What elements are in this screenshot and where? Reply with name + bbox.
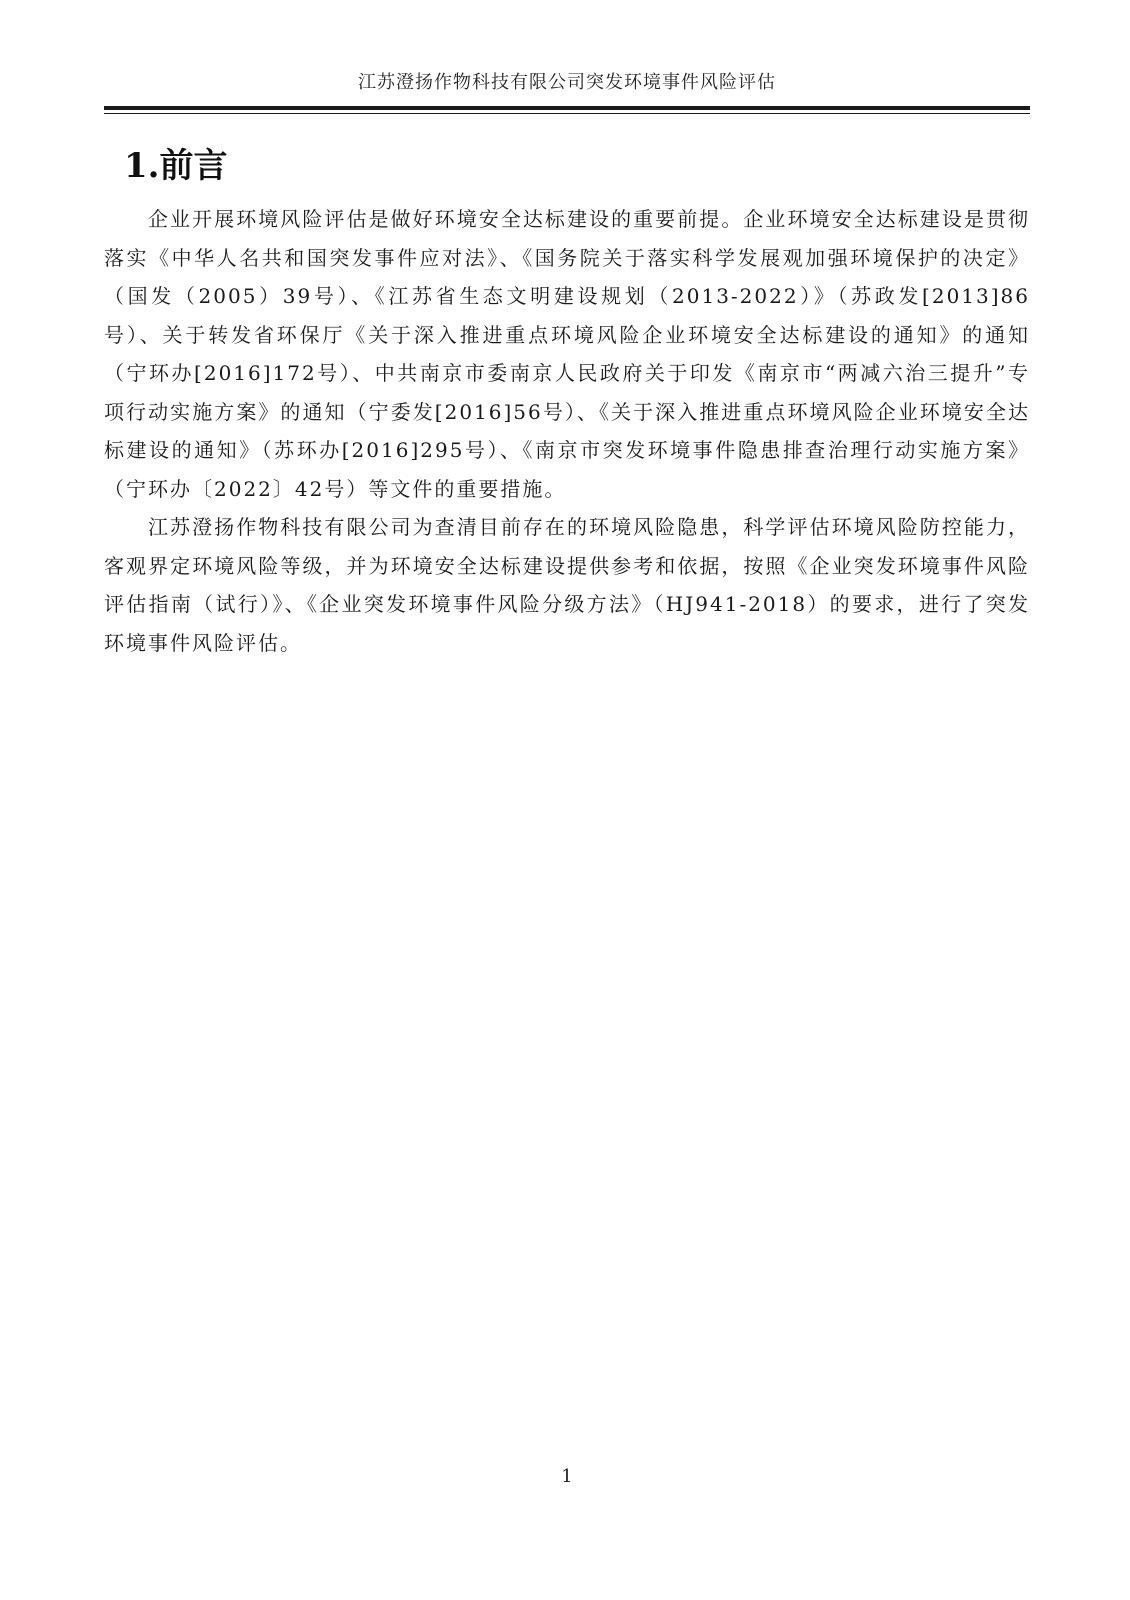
- body-text: [104, 200, 1030, 662]
- section-title: 1.前言: [124, 146, 228, 186]
- paragraph: 企业开展环境风险评估是做好环境安全达标建设的重要前提。企业环境安全达标建设是贯彻落实《中华人名共和国突发事件应对法》、《国务院关于落实科学发展观加强环境保护的决定》（国发（2005）39号）、《江苏省生态文明建设规划（2013-2022）》（苏政发[2013]86号）、关于转发省环保厅《关于深入推进重点环境风险企业环境安全达标建设的通知》的通知（宁环办[2016]172号）、中共南京市委南京人民政府关于印发《南京市“两减六治三提升”专项行动实施方案》的通知（宁委发[2016]56号）、《关于深入推进重点环境风险企业环境安全达标建设的通知》（苏环办[2016]295号）、《南京市突发环境事件隐患排查治理行动实施方案》（宁环办〔2022〕42号）等文件的重要措施。: [104, 207, 1030, 501]
- page-header-title: 江苏澄扬作物科技有限公司突发环境事件风险评估: [358, 72, 776, 93]
- header-divider-thick: [104, 106, 1030, 110]
- header-divider-thin: [104, 113, 1030, 114]
- paragraph: 江苏澄扬作物科技有限公司为查清目前存在的环境风险隐患，科学评估环境风险防控能力，客观界定环境风险等级，并为环境安全达标建设提供参考和依据，按照《企业突发环境事件风险评估指南（试行）》、《企业突发环境事件风险分级方法》（HJ941-2018）的要求，进行了突发环境事件风险评估。: [104, 515, 1030, 655]
- page-number: 1: [561, 1466, 573, 1487]
